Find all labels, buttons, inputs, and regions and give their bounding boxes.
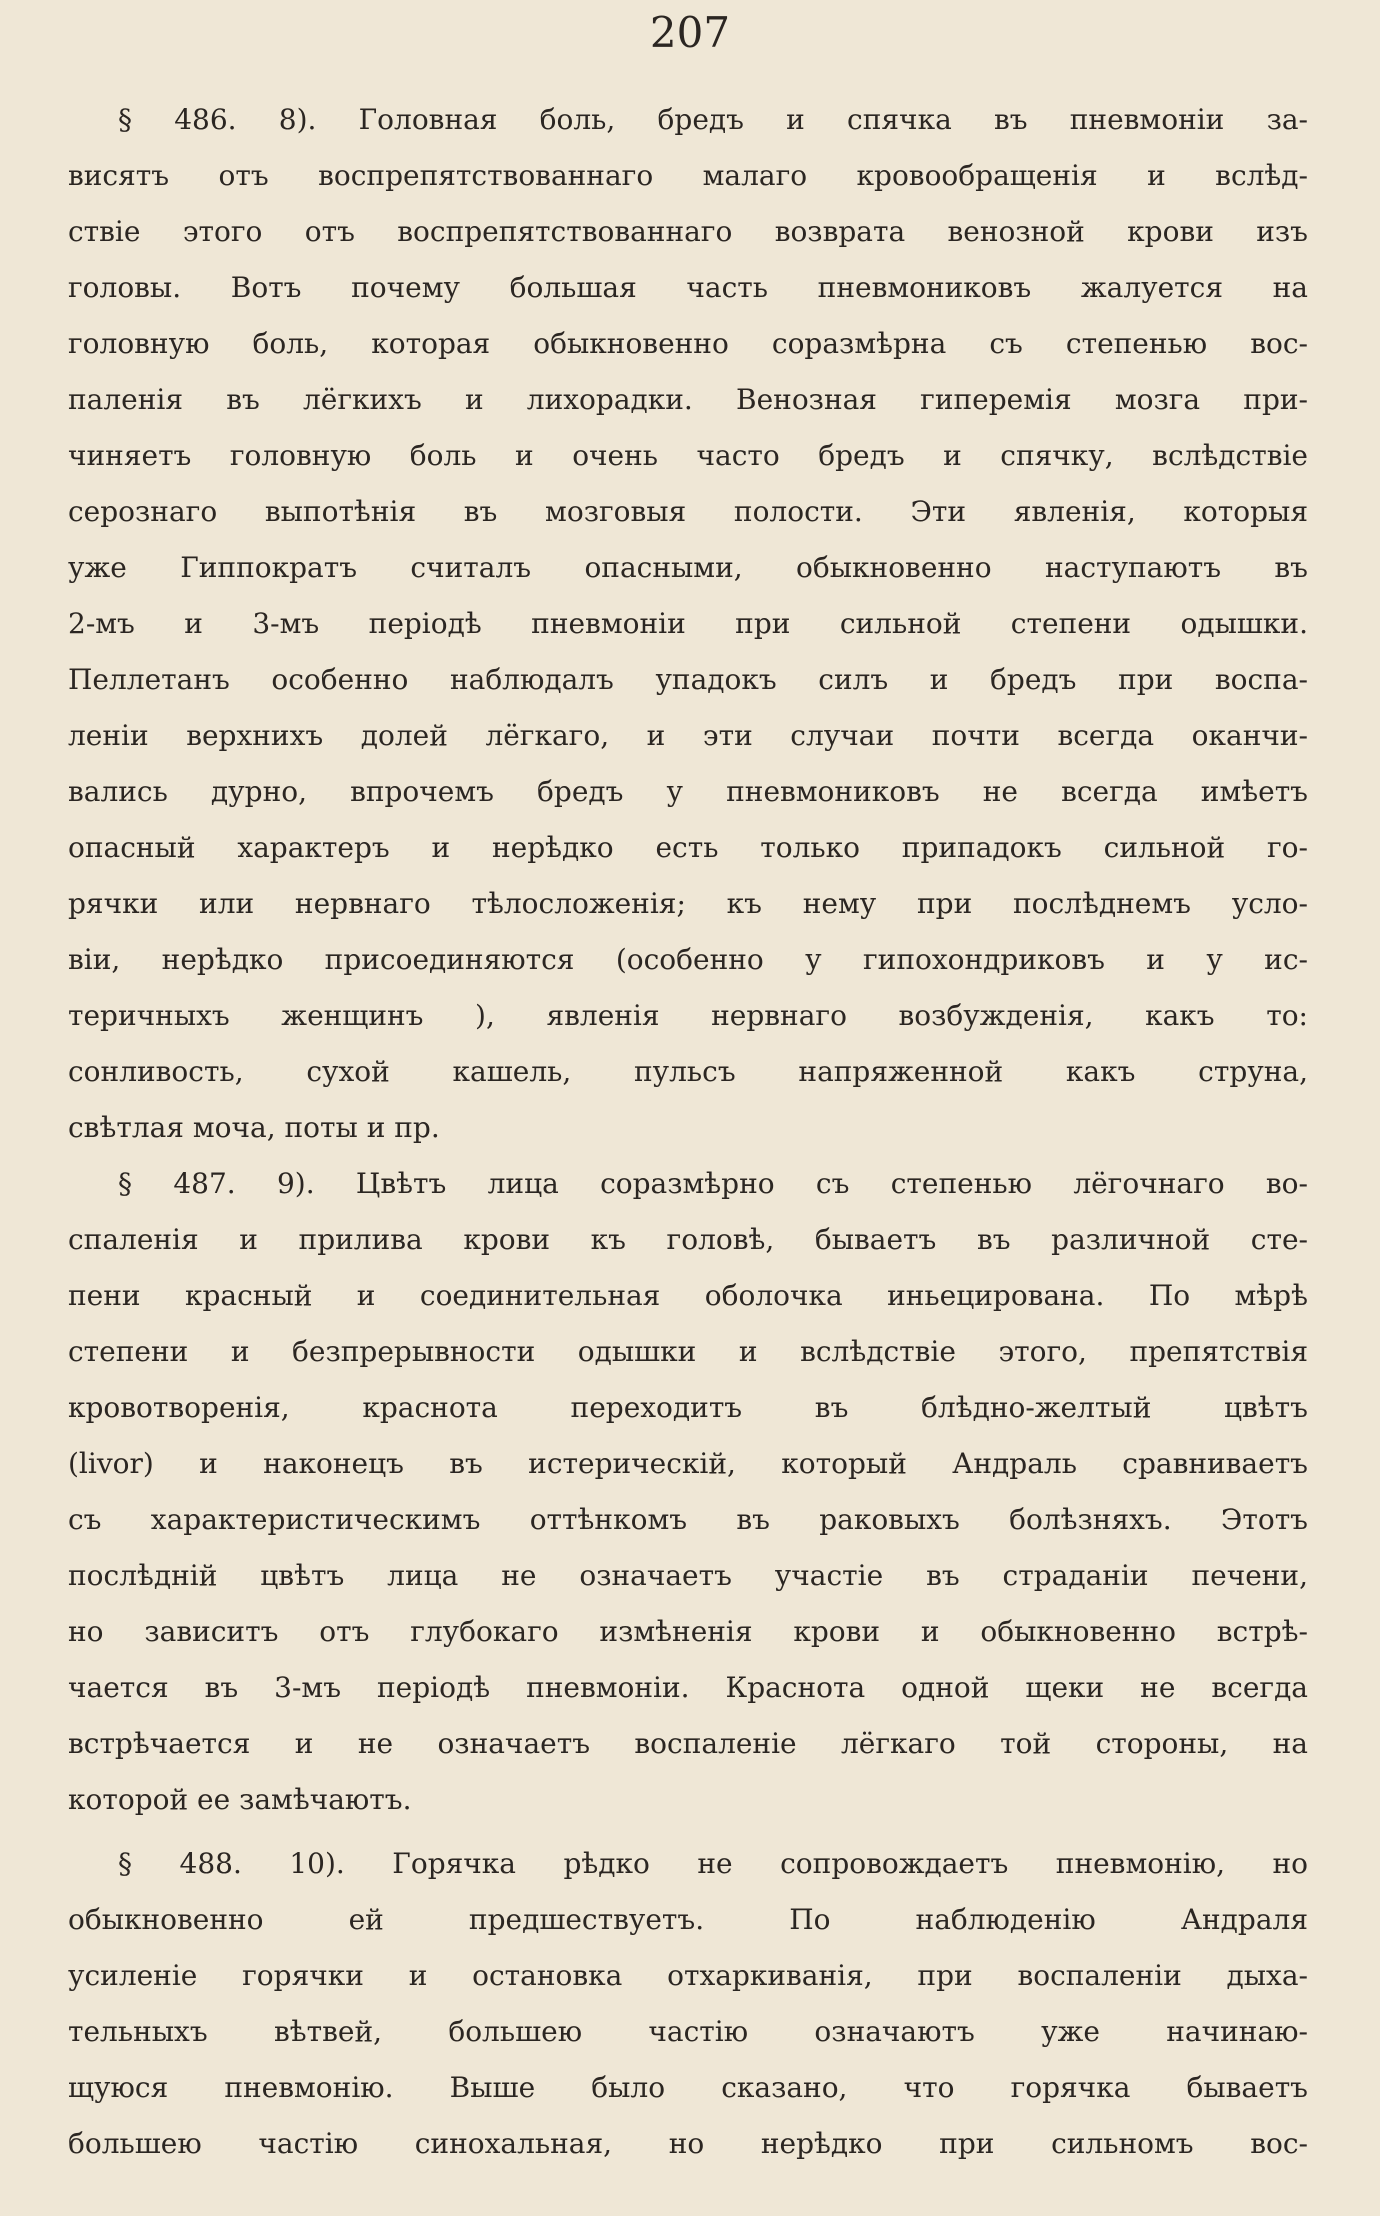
- text-line: головы. Вотъ почему большая часть пневмониковъ жалуется на: [68, 271, 1308, 304]
- text-line: Пеллетанъ особенно наблюдалъ упадокъ силъ и бредъ при воспа-: [68, 663, 1308, 696]
- text-line: ствіе этого отъ воспрепятствованнаго возврата венозной крови изъ: [68, 215, 1308, 248]
- text-line: встрѣчается и не означаетъ воспаленіе лёгкаго той стороны, на: [68, 1727, 1308, 1760]
- text-line: чиняетъ головную боль и очень часто бредъ и спячку, вслѣдствіе: [68, 439, 1308, 472]
- text-line: теричныхъ женщинъ ), явленія нервнаго возбужденія, какъ то:: [68, 999, 1308, 1032]
- text-line: паленія въ лёгкихъ и лихорадки. Венозная гиперемія мозга при-: [68, 383, 1308, 416]
- text-line: § 488. 10). Горячка рѣдко не сопровождаетъ пневмонію, но: [118, 1847, 1308, 1880]
- text-line: рячки или нервнаго тѣлосложенія; къ нему при послѣднемъ усло-: [68, 887, 1308, 920]
- text-line: усиленіе горячки и остановка отхаркиванія, при воспаленіи дыха-: [68, 1959, 1308, 1992]
- text-line: опасный характеръ и нерѣдко есть только припадокъ сильной го-: [68, 831, 1308, 864]
- text-line: висятъ отъ воспрепятствованнаго малаго кровообращенія и вслѣд-: [68, 159, 1308, 192]
- text-line: серознаго выпотѣнія въ мозговыя полости. Эти явленія, которыя: [68, 495, 1308, 528]
- text-line: тельныхъ вѣтвей, большею частію означаютъ уже начинаю-: [68, 2015, 1308, 2048]
- text-line: обыкновенно ей предшествуетъ. По наблюденію Андраля: [68, 1903, 1308, 1936]
- text-line: которой ее замѣчаютъ.: [68, 1783, 412, 1816]
- text-line: пени красный и соединительная оболочка иньецирована. По мѣрѣ: [68, 1279, 1308, 1312]
- text-line: § 487. 9). Цвѣтъ лица соразмѣрно съ степенью лёгочнаго во-: [118, 1167, 1308, 1200]
- text-line: § 486. 8). Головная боль, бредъ и спячка въ пневмоніи за-: [118, 103, 1308, 136]
- text-line: (livor) и наконецъ въ истерическій, который Андраль сравниваетъ: [68, 1447, 1308, 1480]
- text-line: віи, нерѣдко присоединяются (особенно у гипохондриковъ и у ис-: [68, 943, 1308, 976]
- text-line: свѣтлая моча, поты и пр.: [68, 1111, 440, 1144]
- text-line: кровотворенія, краснота переходитъ въ блѣдно-желтый цвѣтъ: [68, 1391, 1308, 1424]
- text-line: съ характеристическимъ оттѣнкомъ въ раковыхъ болѣзняхъ. Этотъ: [68, 1503, 1308, 1536]
- text-line: уже Гиппократъ считалъ опасными, обыкновенно наступаютъ въ: [68, 551, 1308, 584]
- text-line: сонливость, сухой кашель, пульсъ напряженной какъ струна,: [68, 1055, 1308, 1088]
- text-line: послѣдній цвѣтъ лица не означаетъ участіе въ страданіи печени,: [68, 1559, 1308, 1592]
- page-number: 207: [649, 8, 731, 57]
- text-line: степени и безпрерывности одышки и вслѣдствіе этого, препятствія: [68, 1335, 1308, 1368]
- text-line: вались дурно, впрочемъ бредъ у пневмониковъ не всегда имѣетъ: [68, 775, 1308, 808]
- text-line: но зависитъ отъ глубокаго измѣненія крови и обыкновенно встрѣ-: [68, 1615, 1308, 1648]
- text-line: 2-мъ и 3-мъ періодѣ пневмоніи при сильной степени одышки.: [68, 607, 1308, 640]
- text-line: чается въ 3-мъ періодѣ пневмоніи. Краснота одной щеки не всегда: [68, 1671, 1308, 1704]
- text-line: спаленія и прилива крови къ головѣ, бываетъ въ различной сте-: [68, 1223, 1308, 1256]
- text-line: головную боль, которая обыкновенно соразмѣрна съ степенью вос-: [68, 327, 1308, 360]
- text-line: большею частію синохальная, но нерѣдко при сильномъ вос-: [68, 2127, 1308, 2160]
- text-line: леніи верхнихъ долей лёгкаго, и эти случаи почти всегда оканчи-: [68, 719, 1308, 752]
- text-line: щуюся пневмонію. Выше было сказано, что горячка бываетъ: [68, 2071, 1308, 2104]
